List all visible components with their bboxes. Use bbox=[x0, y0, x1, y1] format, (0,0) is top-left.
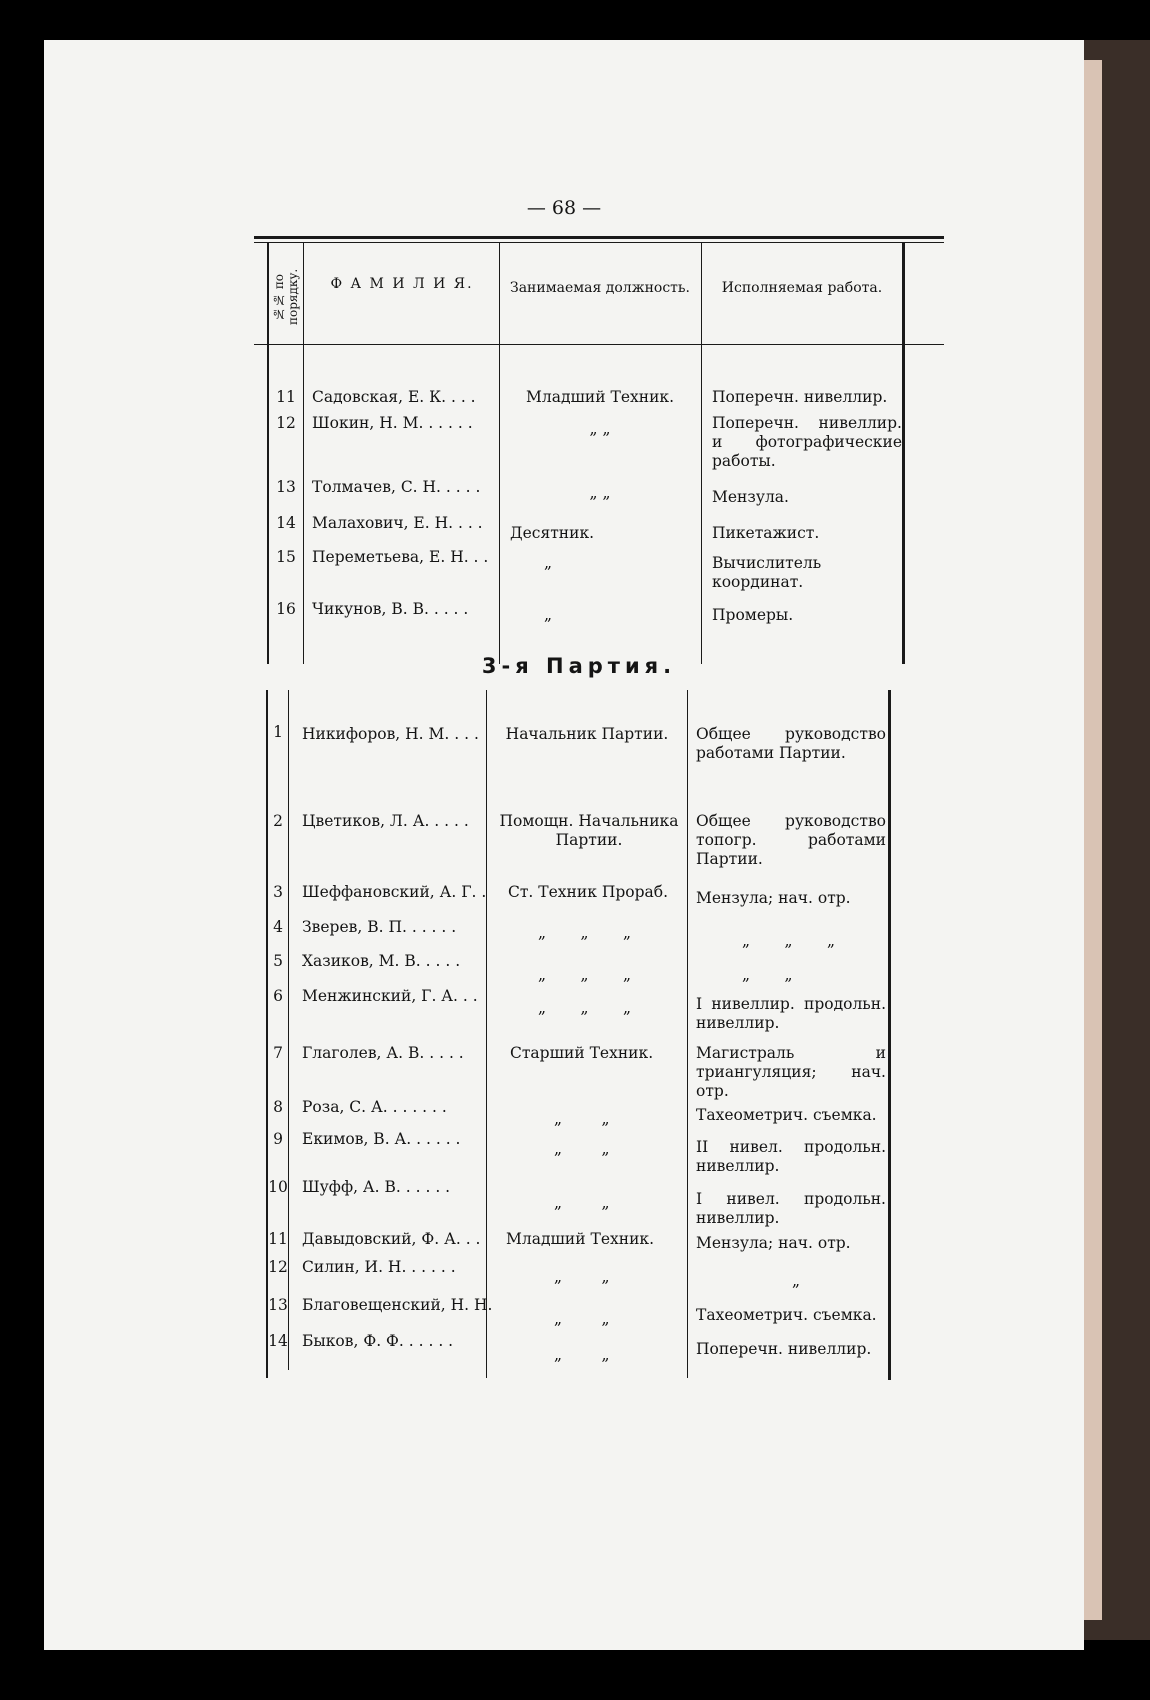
adjacent-page-edge bbox=[1082, 60, 1102, 1620]
row-name: Быков, Ф. Ф. . . . . . bbox=[302, 1332, 454, 1350]
row-work: Поперечн. нивеллир. bbox=[696, 1340, 872, 1358]
row-work: II нивел. продольн. нивеллир. bbox=[696, 1138, 886, 1175]
row-position: Ст. Техник Прораб. bbox=[508, 883, 669, 901]
row-work: Промеры. bbox=[712, 606, 794, 624]
row-name: Толмачев, С. Н. . . . . bbox=[312, 478, 481, 496]
table-row bbox=[44, 1130, 1084, 1175]
row-number: 12 bbox=[276, 414, 296, 432]
row-work: Магистраль и триангуляция; нач. отр. bbox=[696, 1044, 886, 1100]
row-name: Шокин, Н. М. . . . . . bbox=[312, 414, 473, 432]
row-name: Переметьева, Е. Н. . . bbox=[312, 548, 489, 566]
row-work: Общее руководство топогр. работами Партии. bbox=[696, 812, 886, 868]
row-work: Мензула; нач. отр. bbox=[696, 889, 851, 907]
header-position: Занимаемая должность. bbox=[509, 280, 690, 296]
row-number: 12 bbox=[268, 1258, 288, 1276]
document-page bbox=[44, 40, 1084, 1650]
table-row bbox=[44, 1178, 1084, 1227]
table-row bbox=[44, 812, 1084, 868]
section-title: 3-я Партия. bbox=[481, 654, 677, 678]
table-row bbox=[44, 1296, 1084, 1336]
row-number: 5 bbox=[273, 952, 283, 970]
row-number: 13 bbox=[276, 478, 296, 496]
row-number: 11 bbox=[276, 388, 296, 406]
header-sep-1 bbox=[303, 242, 304, 344]
row-work: „ „ bbox=[742, 966, 793, 984]
row-number: 9 bbox=[273, 1130, 283, 1148]
row-number: 3 bbox=[273, 883, 283, 901]
table-row bbox=[44, 1332, 1084, 1372]
row-position: „ „ „ bbox=[538, 924, 632, 942]
row-position: „ bbox=[544, 606, 553, 624]
row-name: Благовещенский, Н. Н. bbox=[302, 1296, 493, 1314]
row-work: Вычислитель координат. bbox=[712, 554, 822, 591]
row-position: „ „ bbox=[589, 420, 611, 438]
row-position: „ „ bbox=[589, 484, 611, 502]
header-name: Ф А М И Л И Я. bbox=[330, 276, 474, 292]
row-position: „ „ bbox=[554, 1110, 610, 1128]
row-number: 2 bbox=[273, 812, 283, 830]
row-position: Старший Техник. bbox=[510, 1044, 654, 1062]
table-row bbox=[44, 987, 1084, 1032]
row-number: 16 bbox=[276, 600, 296, 618]
row-work: I нивел. продольн. нивеллир. bbox=[696, 1190, 886, 1227]
header-sep-2 bbox=[499, 242, 500, 344]
row-position: „ „ „ bbox=[538, 999, 632, 1017]
table-top-rule bbox=[254, 236, 944, 239]
table-row bbox=[44, 1258, 1084, 1298]
header-bottom-rule bbox=[254, 344, 944, 345]
row-name: Екимов, В. А. . . . . . bbox=[302, 1130, 461, 1148]
row-name: Давыдовский, Ф. А. . . bbox=[302, 1230, 481, 1248]
table-top-rule-thin bbox=[254, 242, 944, 243]
table-row bbox=[44, 883, 1084, 923]
row-name: Менжинский, Г. А. . . bbox=[302, 987, 478, 1005]
row-position: „ „ bbox=[554, 1194, 610, 1212]
row-work: I нивеллир. продольн. нивеллир. bbox=[696, 995, 886, 1032]
row-number: 1 bbox=[273, 723, 283, 741]
row-number: 4 bbox=[273, 918, 283, 936]
page-number: — 68 — bbox=[526, 197, 602, 219]
row-work: Мензула; нач. отр. bbox=[696, 1234, 851, 1252]
row-number: 13 bbox=[268, 1296, 288, 1314]
row-position: Младший Техник. bbox=[506, 1230, 655, 1248]
row-name: Никифоров, Н. М. . . . bbox=[302, 725, 479, 743]
row-work: Мензула. bbox=[712, 488, 789, 506]
row-name: Роза, С. А. . . . . . . bbox=[302, 1098, 447, 1116]
row-name: Малахович, Е. Н. . . . bbox=[312, 514, 483, 532]
row-number: 14 bbox=[276, 514, 296, 532]
row-position: „ „ „ bbox=[538, 966, 632, 984]
header-number: №№ по порядку. bbox=[272, 268, 300, 326]
row-name: Глаголев, А. В. . . . . bbox=[302, 1044, 464, 1062]
row-number: 11 bbox=[268, 1230, 288, 1248]
table-row bbox=[44, 548, 1084, 591]
row-number: 7 bbox=[273, 1044, 283, 1062]
table-row bbox=[44, 600, 1084, 640]
row-work: Пикетажист. bbox=[712, 524, 820, 542]
row-number: 6 bbox=[273, 987, 283, 1005]
row-name: Зверев, В. П. . . . . . bbox=[302, 918, 457, 936]
row-number: 8 bbox=[273, 1098, 283, 1116]
row-number: 10 bbox=[268, 1178, 288, 1196]
row-position: Младший Техник. bbox=[525, 388, 675, 406]
row-work: Тахеометрич. съемка. bbox=[696, 1306, 877, 1324]
row-name: Садовская, Е. К. . . . bbox=[312, 388, 476, 406]
row-position: „ „ bbox=[554, 1268, 610, 1286]
row-position: „ „ bbox=[554, 1140, 610, 1158]
row-position: „ „ bbox=[554, 1310, 610, 1328]
row-name: Шуфф, А. В. . . . . . bbox=[302, 1178, 451, 1196]
row-work: Поперечн. нивеллир. bbox=[712, 388, 888, 406]
table-row bbox=[44, 478, 1084, 518]
row-number: 15 bbox=[276, 548, 296, 566]
row-position: Начальник Партии. bbox=[505, 725, 669, 743]
row-position: Десятник. bbox=[510, 524, 595, 542]
table-row bbox=[44, 723, 1084, 763]
table-row bbox=[44, 414, 1084, 470]
row-position: „ „ bbox=[554, 1346, 610, 1364]
row-position: Помощн. Начальника Партии. bbox=[499, 812, 679, 849]
row-work: „ „ „ bbox=[742, 932, 836, 950]
row-name: Чикунов, В. В. . . . . bbox=[312, 600, 469, 618]
header-right-border bbox=[902, 242, 905, 344]
row-name: Силин, И. Н. . . . . . bbox=[302, 1258, 456, 1276]
table-row bbox=[44, 952, 1084, 992]
row-name: Цветиков, Л. А. . . . . bbox=[302, 812, 469, 830]
table-left-border bbox=[267, 242, 269, 344]
row-work: Поперечн. нивеллир. и фотографические работы. bbox=[712, 414, 902, 470]
header-sep-3 bbox=[701, 242, 702, 344]
row-name: Шеффановский, А. Г. . bbox=[302, 883, 487, 901]
row-position: „ bbox=[544, 554, 553, 572]
row-work: „ bbox=[792, 1272, 801, 1290]
row-number: 14 bbox=[268, 1332, 288, 1350]
table-row bbox=[44, 1044, 1084, 1100]
row-work: Общее руководство работами Партии. bbox=[696, 725, 886, 762]
row-work: Тахеометрич. съемка. bbox=[696, 1106, 877, 1124]
header-work: Исполняемая работа. bbox=[721, 280, 883, 296]
row-name: Хазиков, М. В. . . . . bbox=[302, 952, 461, 970]
